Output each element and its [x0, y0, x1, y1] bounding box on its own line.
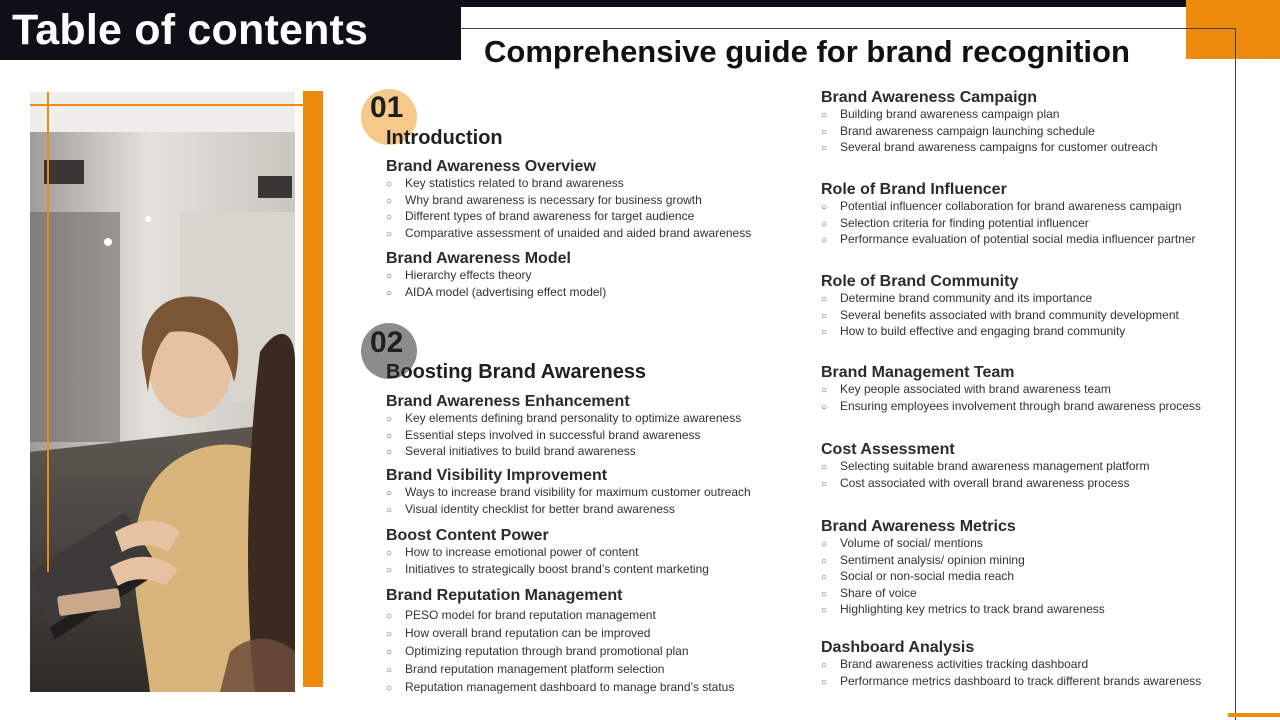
bullet-circle-icon: ○	[386, 665, 393, 676]
bullet-circle-icon: ○	[821, 572, 828, 584]
bullet-circle-icon: ○	[821, 385, 828, 396]
bullet-circle-icon: ○	[821, 462, 828, 473]
bullet-circle-icon: ○	[386, 228, 393, 240]
toc-item[interactable]: ○ Comparative assessment of unaided and aided brand awareness	[386, 226, 751, 243]
page-subtitle: Comprehensive guide for brand recognition	[484, 34, 1130, 69]
bullet-circle-icon: ○	[821, 310, 828, 322]
toc-group-heading[interactable]: Brand Awareness Overview	[386, 158, 596, 175]
toc-item-list	[821, 199, 1196, 249]
bullet-circle-icon: ○	[821, 143, 828, 155]
bullet-circle-icon: ○	[386, 564, 393, 576]
toc-item[interactable]: ○ Selecting suitable brand awareness management platform	[821, 459, 1150, 476]
toc-group-heading[interactable]: Brand Reputation Management	[386, 587, 623, 604]
toc-item[interactable]: ○ Sentiment analysis/ opinion mining	[821, 553, 1105, 570]
bullet-circle-icon: ○	[386, 212, 393, 224]
toc-item-list	[386, 607, 734, 697]
toc-item[interactable]: ○ Performance evaluation of potential social media influencer partner	[821, 232, 1196, 249]
orange-foot-accent	[1228, 713, 1280, 717]
frame-line-right	[1235, 28, 1236, 720]
toc-item[interactable]: ○ Building brand awareness campaign plan	[821, 107, 1158, 124]
bullet-circle-icon: ○	[386, 629, 393, 640]
toc-item[interactable]: ○ Several benefits associated with brand community development	[821, 308, 1179, 325]
toc-group-heading[interactable]: Role of Brand Community	[821, 273, 1019, 290]
bullet-circle-icon: ○	[821, 676, 828, 688]
toc-item[interactable]: ○ Essential steps involved in successful brand awareness	[386, 428, 741, 445]
toc-item[interactable]: ○ Ensuring employees involvement through brand awareness process	[821, 399, 1201, 416]
toc-item[interactable]: ○ Hierarchy effects theory	[386, 268, 606, 285]
toc-item[interactable]: ○ How to build effective and engaging brand community	[821, 324, 1179, 341]
toc-item[interactable]: ○ PESO model for brand reputation management	[386, 607, 734, 625]
toc-item[interactable]: ○ AIDA model (advertising effect model)	[386, 285, 606, 302]
toc-item-list	[386, 545, 709, 578]
toc-item[interactable]: ○ Key people associated with brand awareness team	[821, 382, 1201, 399]
bullet-circle-icon: ○	[821, 555, 828, 567]
toc-item[interactable]: ○ Determine brand community and its importance	[821, 291, 1179, 308]
toc-group-heading[interactable]: Brand Awareness Model	[386, 250, 571, 267]
frame-line-top	[461, 28, 1236, 29]
toc-item[interactable]: ○ Highlighting key metrics to track brand awareness	[821, 602, 1105, 619]
toc-group-brand-awareness-campaign	[821, 89, 1158, 157]
toc-group-heading[interactable]: Dashboard Analysis	[821, 639, 975, 656]
bullet-circle-icon: ○	[821, 327, 828, 339]
bullet-circle-icon: ○	[386, 611, 393, 622]
toc-item[interactable]: ○ Cost associated with overall brand awareness process	[821, 476, 1150, 493]
bullet-circle-icon: ○	[821, 539, 828, 550]
toc-item-list	[386, 485, 751, 518]
bullet-circle-icon: ○	[386, 271, 393, 282]
toc-group-heading[interactable]: Boost Content Power	[386, 527, 549, 544]
toc-item-list	[821, 536, 1105, 619]
photo-frame-top	[30, 104, 305, 106]
toc-item[interactable]: ○ Potential influencer collaboration for brand awareness campaign	[821, 199, 1196, 216]
toc-item[interactable]: ○ Ways to increase brand visibility for maximum customer outreach	[386, 485, 751, 502]
toc-item[interactable]: ○ Several brand awareness campaigns for customer outreach	[821, 140, 1158, 157]
bullet-circle-icon: ○	[386, 414, 393, 425]
section-2-title: Boosting Brand Awareness	[386, 361, 647, 383]
toc-item[interactable]: ○ Key statistics related to brand awareness	[386, 176, 751, 193]
toc-item[interactable]: ○ How to increase emotional power of content	[386, 545, 709, 562]
toc-group-boost-content-power	[386, 527, 709, 578]
office-photo	[30, 92, 295, 692]
toc-item[interactable]: ○ Different types of brand awareness for target audience	[386, 209, 751, 226]
toc-item-list	[821, 382, 1201, 415]
toc-item-list	[386, 176, 751, 242]
bullet-circle-icon: ○	[821, 218, 828, 230]
toc-group-brand-awareness-model	[386, 250, 606, 301]
toc-group-brand-visibility-improvement	[386, 467, 751, 518]
bullet-circle-icon: ○	[821, 202, 828, 213]
bullet-circle-icon: ○	[386, 683, 393, 694]
toc-item-list	[821, 107, 1158, 157]
bullet-circle-icon: ○	[821, 294, 828, 305]
toc-group-heading[interactable]: Brand Visibility Improvement	[386, 467, 608, 484]
bullet-circle-icon: ○	[386, 179, 393, 190]
toc-item-list	[386, 268, 606, 301]
toc-item-list	[821, 459, 1150, 492]
toc-item-list	[386, 411, 741, 461]
toc-item[interactable]: ○ Reputation management dashboard to manage brand’s status	[386, 679, 734, 697]
photo-frame-left	[47, 92, 49, 572]
toc-group-brand-awareness-metrics	[821, 518, 1105, 619]
toc-item[interactable]: ○ Initiatives to strategically boost brand’s content marketing	[386, 562, 709, 579]
bullet-circle-icon: ○	[821, 478, 828, 490]
toc-item[interactable]: ○ Selection criteria for finding potential influencer	[821, 216, 1196, 233]
bullet-circle-icon: ○	[386, 548, 393, 559]
bullet-circle-icon: ○	[386, 195, 393, 207]
bullet-circle-icon: ○	[821, 235, 828, 247]
toc-group-heading[interactable]: Brand Awareness Campaign	[821, 89, 1038, 106]
toc-group-role-of-brand-community	[821, 273, 1179, 341]
section-1-number: 01	[370, 91, 404, 124]
toc-group-role-of-brand-influencer	[821, 181, 1196, 249]
toc-group-brand-awareness-enhancement	[386, 393, 741, 461]
bullet-circle-icon: ○	[821, 401, 828, 413]
section-2-number: 02	[370, 326, 404, 359]
toc-item[interactable]: ○ Optimizing reputation through brand promotional plan	[386, 643, 734, 661]
page-title: Table of contents	[12, 6, 369, 54]
toc-group-cost-assessment	[821, 441, 1150, 492]
toc-group-heading[interactable]: Role of Brand Influencer	[821, 181, 1007, 198]
toc-item[interactable]: ○ Key elements defining brand personality to optimize awareness	[386, 411, 741, 428]
bullet-circle-icon: ○	[821, 126, 828, 138]
toc-item[interactable]: ○ Brand awareness campaign launching schedule	[821, 124, 1158, 141]
toc-group-brand-management-team	[821, 364, 1201, 415]
bullet-circle-icon: ○	[386, 287, 393, 299]
toc-item[interactable]: ○ How overall brand reputation can be improved	[386, 625, 734, 643]
toc-item[interactable]: ○ Several initiatives to build brand awareness	[386, 444, 741, 461]
toc-group-heading[interactable]: Brand Awareness Metrics	[821, 518, 1016, 535]
office-photo-illustration	[30, 92, 295, 692]
toc-item-list	[821, 657, 1201, 690]
toc-group-heading[interactable]: Cost Assessment	[821, 441, 955, 458]
toc-item[interactable]: ○ Share of voice	[821, 586, 1105, 603]
toc-item[interactable]: ○ Performance metrics dashboard to track different brands awareness	[821, 674, 1201, 691]
toc-item[interactable]: ○ Brand awareness activities tracking dashboard	[821, 657, 1201, 674]
bullet-circle-icon: ○	[386, 430, 393, 442]
bullet-circle-icon: ○	[386, 647, 393, 658]
bullet-circle-icon: ○	[386, 447, 393, 459]
toc-item[interactable]: ○ Brand reputation management platform selection	[386, 661, 734, 679]
toc-group-heading[interactable]: Brand Management Team	[821, 364, 1015, 381]
bullet-circle-icon: ○	[821, 605, 828, 617]
toc-group-dashboard-analysis	[821, 639, 1201, 690]
toc-item[interactable]: ○ Visual identity checklist for better brand awareness	[386, 502, 751, 519]
toc-item-list	[821, 291, 1179, 341]
orange-vertical-bar	[303, 91, 323, 687]
toc-item[interactable]: ○ Social or non-social media reach	[821, 569, 1105, 586]
orange-corner-block	[1186, 0, 1280, 59]
bullet-circle-icon: ○	[821, 588, 828, 600]
bullet-circle-icon: ○	[386, 488, 393, 499]
bullet-circle-icon: ○	[821, 660, 828, 671]
toc-group-heading[interactable]: Brand Awareness Enhancement	[386, 393, 630, 410]
toc-group-brand-reputation-management	[386, 587, 734, 697]
toc-group-brand-awareness-overview	[386, 158, 751, 242]
top-strip	[461, 0, 1186, 7]
bullet-circle-icon: ○	[386, 504, 393, 516]
bullet-circle-icon: ○	[821, 110, 828, 121]
toc-item[interactable]: ○ Why brand awareness is necessary for business growth	[386, 193, 751, 210]
toc-item[interactable]: ○ Volume of social/ mentions	[821, 536, 1105, 553]
section-1-title: Introduction	[386, 127, 503, 149]
